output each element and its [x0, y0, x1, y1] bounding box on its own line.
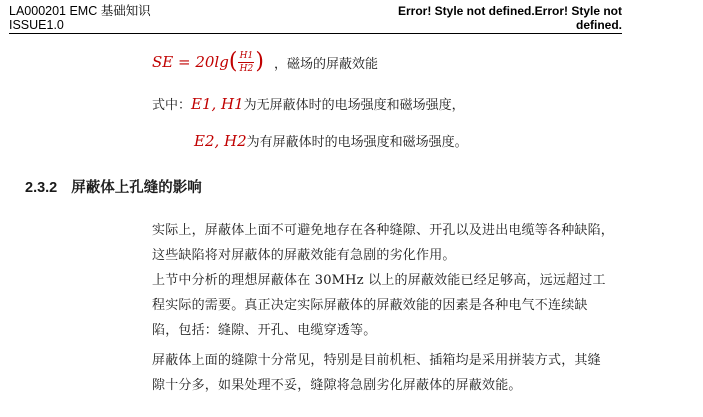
paragraph-line: 上节中分析的理想屏蔽体在 30MHz 以上的屏蔽效能已经足够高，远远超过工	[152, 273, 606, 288]
formula-description: ，磁场的屏蔽效能	[274, 56, 379, 72]
fraction-bar	[238, 62, 254, 63]
where-text-1: 为无屏蔽体时的电场强度和磁场强度，	[243, 98, 465, 113]
section-number: 2.3.2	[25, 180, 58, 196]
paragraph-line: 隙十分多，如果处理不妥，缝隙将急剧劣化屏蔽体的屏蔽效能。	[152, 378, 522, 393]
formula-close-paren: )	[255, 49, 265, 74]
where-line-1	[152, 96, 465, 114]
paragraph-line: 程实际的需要。真正决定实际屏蔽体的屏蔽效能的因素是各种电气不连续缺	[152, 298, 588, 313]
paragraph-line: 实际上，屏蔽体上面不可避免地存在各种缝隙、开孔以及进出电缆等各种缺陷，	[152, 223, 615, 238]
paragraph-2	[152, 268, 642, 343]
section-heading	[25, 176, 202, 197]
where-text-2: 为有屏蔽体时的电场强度和磁场强度。	[246, 135, 468, 150]
header-divider	[9, 33, 622, 34]
header-doc-info	[9, 4, 151, 32]
where-math-2: E2, H2	[194, 132, 247, 150]
paragraph-1	[152, 218, 642, 268]
shielding-formula	[152, 48, 378, 76]
header-style-error: Error! Style not defined.Error! Style not defined.	[397, 4, 622, 32]
formula-numerator: H1	[239, 50, 254, 61]
where-prefix: 式中：	[152, 98, 192, 113]
paragraph-line: 陷，包括：缝隙、开孔、电缆穿透等。	[152, 323, 377, 338]
formula-lhs: SE = 20lg	[152, 53, 229, 71]
paragraph-line: 这些缺陷将对屏蔽体的屏蔽效能有急剧的劣化作用。	[152, 248, 456, 263]
header-issue: ISSUE1.0	[9, 18, 64, 32]
section-title: 屏蔽体上孔缝的影响	[71, 180, 202, 196]
formula-denominator: H2	[239, 63, 254, 74]
formula-open-paren: (	[228, 49, 238, 74]
paragraph-line: 屏蔽体上面的缝隙十分常见，特别是目前机柜、插箱均是采用拼装方式，其缝	[152, 353, 601, 368]
where-math-1: E1, H1	[191, 95, 244, 113]
where-line-2	[194, 133, 468, 151]
formula-fraction	[238, 51, 254, 74]
header-doc-id: LA000201 EMC 基础知识	[9, 4, 151, 18]
paragraph-3	[152, 348, 642, 398]
